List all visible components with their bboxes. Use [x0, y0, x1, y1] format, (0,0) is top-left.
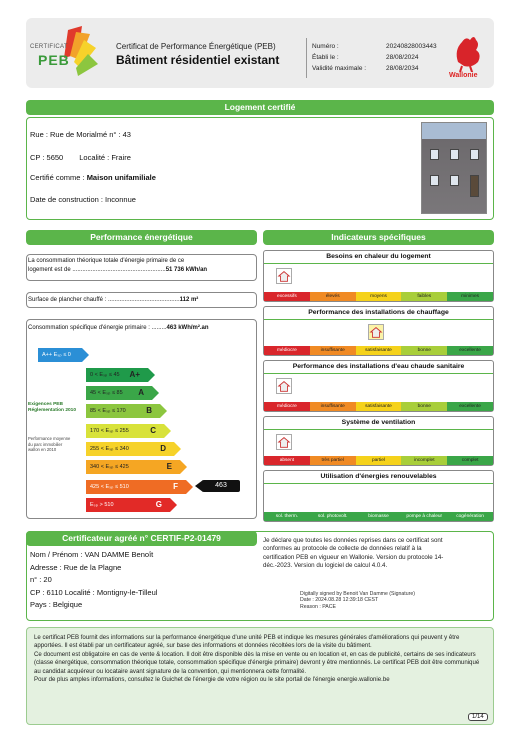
- info-footer: [26, 627, 494, 725]
- house-icon: [277, 379, 291, 393]
- indicator-card: [263, 250, 494, 302]
- indicator-divider: [264, 319, 493, 320]
- cp-value: 5650: [46, 153, 64, 162]
- cert-nom: Nom / Prénom : VAN DAMME Benoît: [30, 550, 154, 559]
- indicator-arrow: [202, 480, 240, 492]
- footer-para3: Pour de plus amples informations, consultez le Guichet de l'énergie de votre région ou le site portail de l'énergie energie.wallonie.be: [34, 676, 390, 684]
- decl-line2: conformes au protocole de collecte de données relatif à la: [263, 545, 422, 553]
- scale-step: absent: [264, 456, 310, 465]
- date-value: Inconnue: [105, 195, 136, 204]
- window-icon: [430, 175, 439, 186]
- numero-label: Numéro :: [312, 43, 339, 50]
- class-arrow-tip: [152, 386, 159, 400]
- class-range: 85 < Eₛₚ ≤ 170: [90, 408, 126, 414]
- scale-step: médiocre: [264, 346, 310, 355]
- scale-step: moyens: [356, 292, 402, 301]
- indicator-title: Performance des installations de chauffage: [308, 309, 449, 316]
- localite-value: Fraire: [111, 153, 131, 162]
- indicator-divider: [264, 263, 493, 264]
- class-arrow-tip: [170, 498, 177, 512]
- indicator-title: Performance des installations d'eau chaude sanitaire: [292, 363, 465, 370]
- parc-line3: wallon en 2010: [28, 447, 57, 452]
- indicator-title: Besoins en chaleur du logement: [326, 253, 431, 260]
- validite-value: 28/08/2034: [386, 65, 419, 72]
- parc-line2: du parc immobilier: [28, 441, 63, 447]
- class-arrow-tip: [180, 460, 187, 474]
- validite-label: Validité maximale :: [312, 65, 367, 72]
- num-label: n° :: [107, 130, 123, 139]
- class-letter: D: [160, 444, 166, 453]
- scale-step: faibles: [401, 292, 447, 301]
- spec-value: 463 kWh/m².an: [166, 325, 209, 331]
- etabli-label: Établi le :: [312, 54, 339, 61]
- cert-cp: CP : 6110 Localité : Montigny-le-Tilleul: [30, 587, 158, 597]
- decl-line1: Je déclare que toutes les données reprises dans ce certificat sont: [263, 537, 443, 544]
- doc-subtitle: Certificat de Performance Énergétique (PEB): [116, 42, 276, 51]
- numero-value: 20240828003443: [386, 43, 437, 50]
- house-icon: [277, 269, 291, 283]
- indicator-scale: [264, 402, 493, 411]
- logo-label: CERTIFICAT: [30, 44, 68, 50]
- digital-signature: [300, 591, 415, 610]
- indicator-scale: [264, 512, 493, 521]
- window-icon: [430, 149, 439, 160]
- door-icon: [470, 175, 479, 197]
- decl-line3: certification PEB en vigueur en Wallonie. Version du protocole 14-: [263, 553, 444, 561]
- logement-title: Logement certifié: [26, 100, 494, 115]
- indicator-card: [263, 416, 494, 466]
- energy-class-app: [38, 348, 82, 362]
- doc-title: Bâtiment résidentiel existant: [116, 53, 280, 67]
- energy-class-A: [86, 386, 152, 400]
- parc-line1: Performance moyenne: [28, 436, 71, 441]
- page-number: 1/14: [468, 713, 488, 721]
- window-icon: [450, 149, 459, 160]
- scale-step: excessifs: [264, 292, 310, 301]
- scale-step: incomplet: [401, 456, 447, 465]
- spec-line: [28, 325, 209, 331]
- cp-line: [30, 152, 131, 163]
- class-letter: F: [173, 482, 178, 491]
- rue-value: Rue de Morialmé: [50, 130, 108, 139]
- scale-step: insuffisante: [310, 402, 356, 411]
- indicator-pointer-icon: [195, 480, 203, 492]
- scale-step: excellente: [447, 402, 493, 411]
- indicator-scale: [264, 346, 493, 355]
- cp-label: CP :: [30, 153, 47, 162]
- scale-step: bonne: [401, 402, 447, 411]
- energy-class-E: [86, 460, 180, 474]
- certifie-value: Maison unifamiliale: [86, 173, 156, 182]
- region-label: Wallonie: [449, 72, 478, 79]
- class-arrow-tip: [164, 424, 171, 438]
- conso-line2: [28, 267, 207, 273]
- scale-step: partiel: [356, 456, 402, 465]
- surface-label: Surface de plancher chauffé : ...........................................: [28, 297, 180, 303]
- class-arrow-tip: [148, 368, 155, 382]
- energy-class-D: [86, 442, 174, 456]
- certificateur-info: [30, 549, 157, 612]
- class-range: 0 < Eₛₚ ≤ 45: [90, 372, 120, 378]
- wallonie-rooster-icon: [450, 32, 486, 72]
- exigences-line2: Réglementation 2010: [28, 408, 76, 413]
- house-photo: [421, 122, 487, 214]
- scale-step: très partiel: [310, 456, 356, 465]
- class-arrow-tip: [174, 442, 181, 456]
- cert-pays: Pays : Belgique: [30, 600, 83, 609]
- indicator-scale: [264, 456, 493, 465]
- house-marker-icon: [276, 434, 292, 450]
- sig-line1: Digitally signed by Benoit Van Damme (Signature): [300, 591, 415, 597]
- scale-step: cogénération: [447, 512, 493, 521]
- indicator-card: [263, 360, 494, 412]
- house-icon: [277, 435, 291, 449]
- scale-step: complet: [447, 456, 493, 465]
- localite-label: Localité :: [79, 153, 112, 162]
- indic-title: Indicateurs spécifiques: [263, 230, 494, 245]
- certificateur-title: Certificateur agréé n° CERTIF-P2-01479: [26, 531, 257, 546]
- scale-step: satisfaisante: [356, 346, 402, 355]
- rue-label: Rue :: [30, 130, 51, 139]
- class-letter: C: [150, 426, 156, 435]
- exigences-line1: Exigences PEB: [28, 402, 63, 407]
- scale-step: minimes: [447, 292, 493, 301]
- conso-line1: La consommation théorique totale d'énergie primaire de ce: [28, 258, 185, 264]
- class-arrow-tip: [160, 404, 167, 418]
- spec-label: Consommation spécifique d'énergie primaire : .........: [28, 325, 167, 331]
- conso-dots: logement est de ........................................................: [28, 267, 166, 273]
- certifie-line: [30, 172, 156, 183]
- class-range: 255 < Eₛₚ ≤ 340: [90, 446, 129, 452]
- scale-step: pompe à chaleur: [401, 512, 447, 521]
- indicator-title: Utilisation d'énergies renouvelables: [320, 473, 437, 480]
- class-letter: A: [138, 388, 144, 397]
- house-icon: [369, 325, 383, 339]
- window-icon: [470, 149, 479, 160]
- num-value: 43: [122, 130, 131, 139]
- scale-step: bonne: [401, 346, 447, 355]
- class-range: A++ Eₛₚ ≤ 0: [42, 352, 71, 358]
- certifie-label: Certifié comme :: [30, 173, 87, 182]
- house-marker-icon: [276, 378, 292, 394]
- perf-title: Performance énergétique: [26, 230, 257, 245]
- indicator-card: [263, 306, 494, 356]
- class-range: 425 < Eₛₚ ≤ 510: [90, 484, 129, 490]
- energy-class-B: [86, 404, 160, 418]
- scale-step: sol. photovolt.: [310, 512, 356, 521]
- class-arrow-tip: [82, 348, 89, 362]
- indicator-title: Système de ventilation: [341, 419, 416, 426]
- scale-step: excellente: [447, 346, 493, 355]
- cert-num: n° : 20: [30, 575, 52, 584]
- date-label: Date de construction :: [30, 195, 106, 204]
- energy-class-G: [86, 498, 170, 512]
- scale-step: satisfaisante: [356, 402, 402, 411]
- exigences-label: [28, 402, 76, 414]
- conso-value: 51 736 kWh/an: [165, 267, 208, 273]
- certificate-meta: [312, 41, 437, 74]
- rue-line: [30, 129, 131, 140]
- scale-step: élevés: [310, 292, 356, 301]
- class-range: Eₛₚ > 510: [90, 502, 114, 508]
- surface-line: [28, 297, 198, 303]
- class-range: 340 < Eₛₚ ≤ 425: [90, 464, 129, 470]
- class-range: 45 < Eₛₚ ≤ 85: [90, 390, 123, 396]
- parc-label: [28, 436, 70, 453]
- indicator-divider: [264, 373, 493, 374]
- class-arrow-tip: [186, 480, 193, 494]
- class-letter: E: [166, 462, 172, 471]
- footer-para2: Ce document est obligatoire en cas de vente & location. Il doit être disponible dès la mise en vente ou en location et, en cas de publicité, certains de ses indicateurs (classe énergétique, consommation théorique totale, consommation spécifique d'énergie primaire) devront y être mentionnés. Le certificat PEB doit être communiqué au candidat acquéreur ou locataire avant signature de la convention, qui mentionnera cette formalité.: [34, 650, 480, 675]
- date-line: [30, 194, 136, 205]
- indicator-scale: [264, 292, 493, 301]
- class-range: 170 < Eₛₚ ≤ 255: [90, 428, 129, 434]
- class-letter: G: [155, 500, 162, 509]
- logo-peb-text: PEB: [38, 52, 70, 68]
- house-marker-icon: [276, 268, 292, 284]
- declaration: [263, 537, 491, 571]
- scale-step: biomasse: [356, 512, 402, 521]
- sig-line2: Date : 2024.08.28 12:39:18 CEST: [300, 597, 379, 604]
- indicator-divider: [264, 429, 493, 430]
- scale-step: médiocre: [264, 402, 310, 411]
- sig-line3: Reason : PACE: [300, 603, 336, 610]
- etabli-value: 28/08/2024: [386, 54, 419, 61]
- energy-class-A+: [86, 368, 148, 382]
- scale-step: sol. therm.: [264, 512, 310, 521]
- energy-class-C: [86, 424, 164, 438]
- indicator-divider: [264, 483, 493, 484]
- cert-adresse: Adresse : Rue de la Plagne: [30, 562, 122, 572]
- indicator-value: 463: [215, 482, 227, 489]
- footer-para1: Le certificat PEB fournit des informations sur la performance énergétique d'une unité PEB et indique les mesures générales d'améliorations qui peuvent y être apportées. Il est établi par un certificateur agréé, sur base des informations et données récoltées lors de la visite du bâtiment.: [34, 634, 460, 650]
- scale-step: insuffisante: [310, 346, 356, 355]
- class-letter: B: [146, 406, 152, 415]
- class-letter: A+: [129, 370, 140, 379]
- house-marker-icon: [368, 324, 384, 340]
- indicator-card: [263, 470, 494, 522]
- header-divider: [306, 38, 307, 78]
- surface-value: 112 m²: [179, 297, 199, 303]
- window-icon: [450, 175, 459, 186]
- decl-line4: déc.-2023. Version du logiciel de calcul 4.0.4.: [263, 562, 388, 570]
- energy-class-F: [86, 480, 186, 494]
